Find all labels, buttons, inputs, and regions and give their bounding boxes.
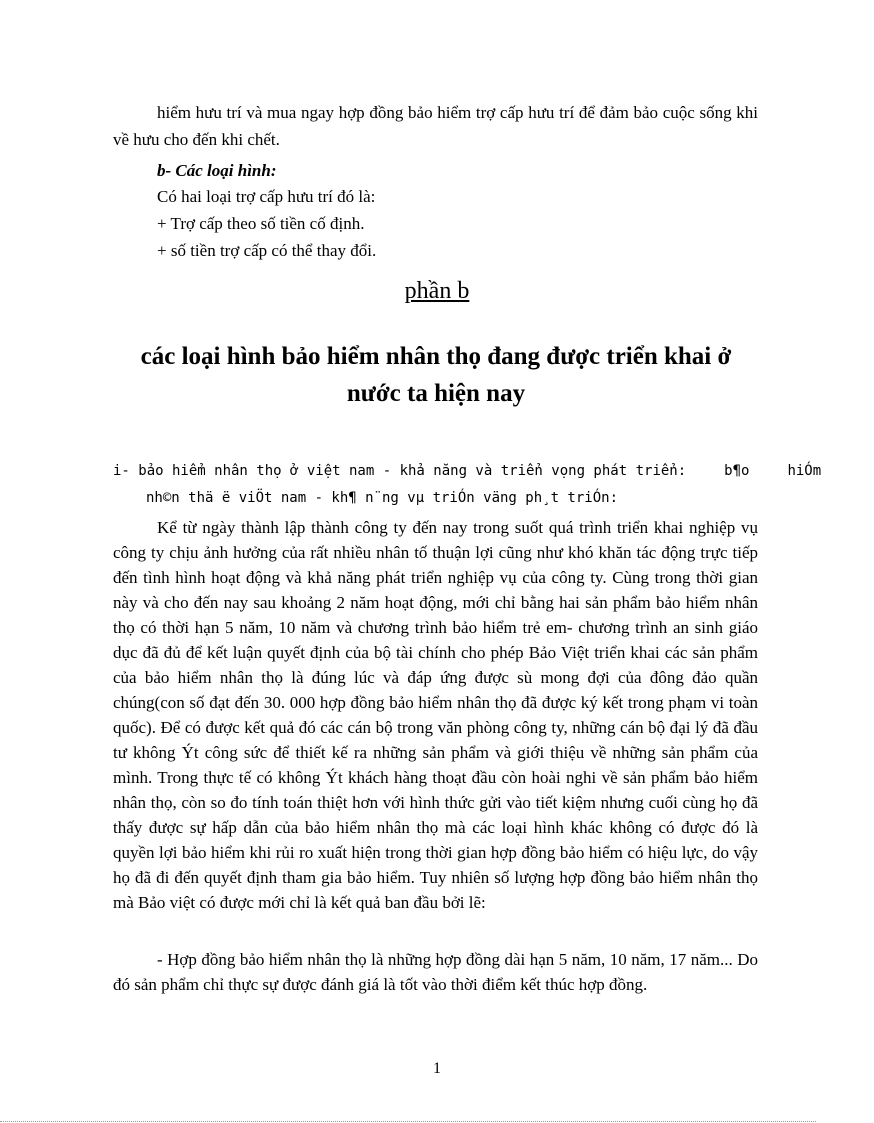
body-paragraph: Kể từ ngày thành lập thành công ty đến nay trong suốt quá trình triển khai nghiệp vụ công ty chịu ảnh hưởng của rất nhiều nhân tố thuận lợi cũng như khó khăn tác động trực tiếp đến tình hình hoạt động và khả năng phát triển nghiệp vụ của công ty. Cùng trong thời gian này và cho đến nay sau khoảng 2 năm hoạt động, mới chỉ bằng hai sản phẩm bảo hiểm nhân thọ có thời hạn 5 năm, 10 năm và chương trình bảo hiểm trẻ em- chương trình an sinh giáo dục đã đủ để kết luận quyết định của bộ tài chính cho phép Bảo Việt triển khai các sản phẩm của bảo hiểm nhân thọ là đúng lúc và đáp ứng được sù mong đợi của đông đảo quần chúng(con số đạt đến 30. 000 hợp đồng bảo hiểm nhân thọ đã được ký kết trong phạm vi toàn quốc). Để có được kết quả đó các cán bộ trong văn phòng công ty, những cán bộ đại lý đã đầu tư không Ýt công sức để thiết kế ra những sản phẩm và giới thiệu về những sản phẩm của mình. Trong thực tế có không Ýt khách hàng thoạt đầu còn hoài nghi về sản phẩm bảo hiểm nhân thọ, còn so đo tính toán thiệt hơn với hình thức gửi vào tiết kiệm nhưng cuối cùng họ đã thấy được sự hấp dẫn của bảo hiểm nhân thọ mà các loại hình khác không có được đó là quyền lợi bảo hiểm khi rủi ro xuất hiện trong thời gian hợp đồng bảo hiểm có hiệu lực, do vậy họ đã đi đến quyết định tham gia bảo hiểm. Tuy nhiên số lượng hợp đồng bảo hiểm nhân thọ mà Bảo việt có được mới chỉ là kết quả ban đầu bởi lẽ: (113, 518, 758, 912)
subheading-line-1 (113, 458, 822, 485)
subheading-text: i- bảo hiểm nhân thọ ở việt nam - khả năng và triển vọng phát triển: (113, 463, 687, 479)
subheading-garbled-word: b¶o (724, 463, 750, 479)
section-subheading (113, 458, 822, 512)
footer-divider (0, 1121, 816, 1122)
chapter-heading: các loại hình bảo hiểm nhân thọ đang được triển khai ở nước ta hiện nay (140, 343, 732, 407)
list-item: + số tiền trợ cấp có thể thay đổi. (157, 241, 377, 260)
subheading-line-2: nh©n thä ë viÖt nam - kh¶ n¨ng vµ triÓn väng ph¸t triÓn: (146, 490, 619, 506)
page-number: 1 (433, 1060, 441, 1077)
part-title (0, 276, 874, 306)
subheading-garbled-word: hiÓm (787, 463, 822, 479)
list-item: Có hai loại trợ cấp hưu trí đó là: (157, 187, 376, 206)
bullet-paragraph: - Hợp đồng bảo hiểm nhân thọ là những hợp đồng dài hạn 5 năm, 10 năm, 17 năm... Do đó sản phẩm chỉ thực sự được đánh giá là tốt vào thời điểm kết thúc hợp đồng. (113, 950, 758, 994)
retirement-types-list (157, 183, 657, 264)
part-title-text: phần b (404, 278, 470, 304)
intro-paragraph: hiểm hưu trí và mua ngay hợp đồng bảo hiểm trợ cấp hưu trí để đảm bảo cuộc sống khi về hưu cho đến khi chết. (113, 103, 758, 149)
list-item: + Trợ cấp theo số tiền cố định. (157, 214, 365, 233)
section-b-label: b- Các loại hình: (157, 161, 277, 180)
